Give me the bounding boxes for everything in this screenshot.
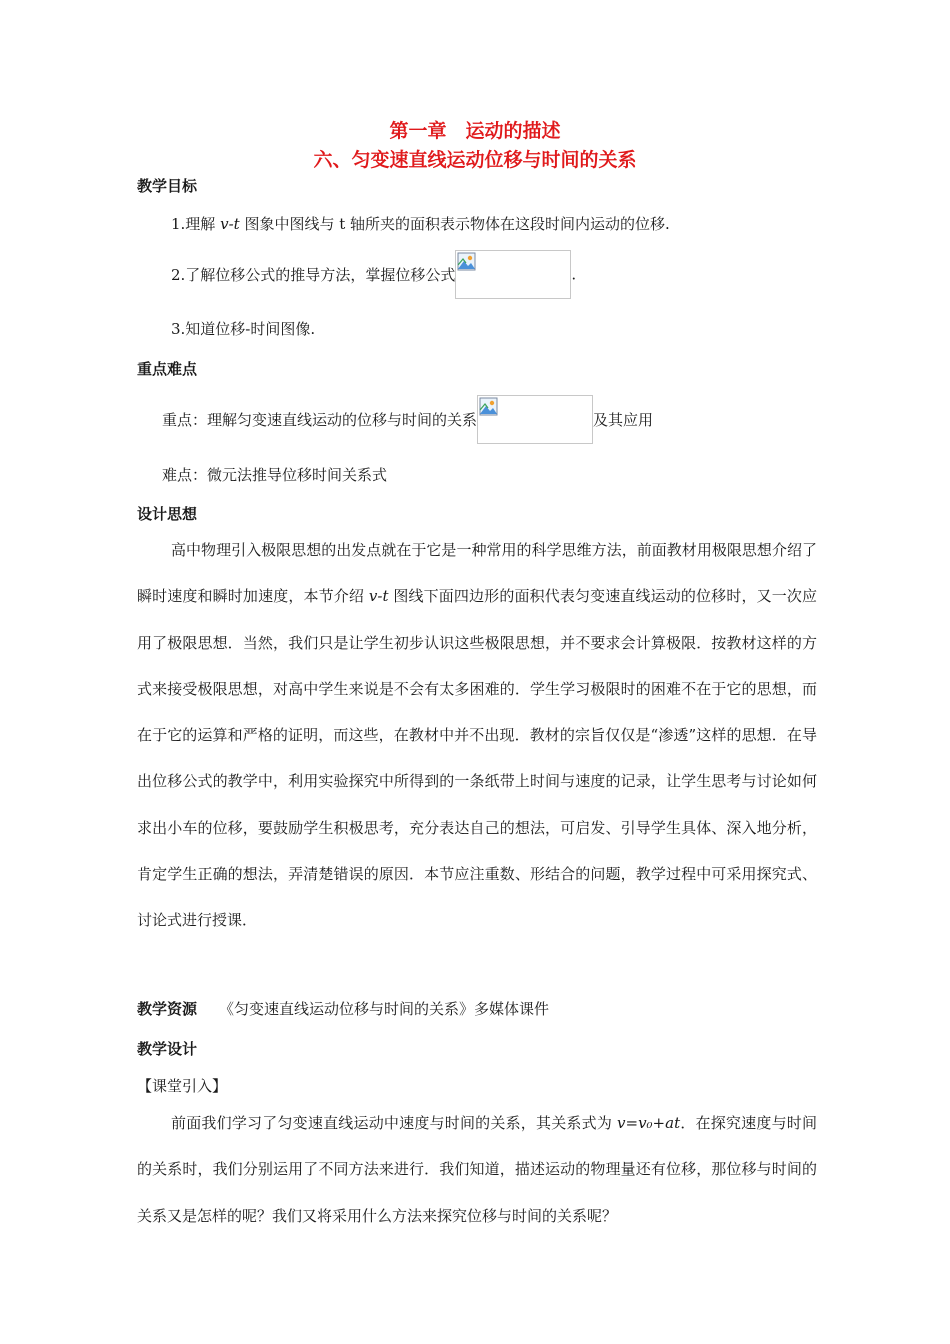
objective-1-vt: v-t <box>220 215 240 233</box>
resources-heading: 教学资源 <box>137 1000 198 1018</box>
design-paragraph <box>137 527 817 944</box>
keypoints-heading: 重点难点 <box>137 360 198 378</box>
resources-line <box>137 998 549 1019</box>
intro-text-b: ．在探究速度与时间的关系时，我们分别运用了不同方法来进行．我们知道，描述运动的物理量还有位移，那位移与时间的关系又是怎样的呢？我们又将采用什么方法来探究位移与时间的关系呢？ <box>137 1114 817 1225</box>
design-text-a: 高中物理引入极限思想的出发点就在于它是一种常用的科学思维方法，前面教材用极限思想介绍了瞬时速度和瞬时加速度，本节介绍 <box>137 541 817 606</box>
formula-image-placeholder-2 <box>477 395 593 444</box>
chapter-title: 第一章 运动的描述 <box>389 120 561 142</box>
teaching-design-heading: 教学设计 <box>137 1040 198 1058</box>
objective-3: 3.知道位移-时间图像. <box>171 320 316 338</box>
objectives-heading: 教学目标 <box>137 177 198 195</box>
objective-1-text-a: 1.理解 <box>171 215 221 233</box>
broken-image-icon <box>479 397 499 417</box>
intro-formula: v=v₀+at <box>617 1114 681 1132</box>
formula-image-placeholder <box>455 250 571 299</box>
focus-line <box>162 395 653 444</box>
objective-1-text-b: 图象中图线与 t 轴所夹的面积表示物体在这段时间内运动的位移. <box>239 215 670 233</box>
design-text-b: 图线下面四边形的面积代表匀变速直线运动的位移时，又一次应用了极限思想．当然，我们只是让学生初步认识这些极限思想，并不要求会计算极限．按教材这样的方式来接受极限思想，对高中学生来说是不会有太多困难的．学生学习极限时的困难不在于它的思想，而在于它的运算和严格的证明，而这些，在教材中并不出现．教材的宗旨仅仅是“渗透”这样的思想．在导出位移公式的教学中，利用实验探究中所得到的一条纸带上时间与速度的记录，让学生思考与讨论如何求出小车的位移，要鼓励学生积极思考，充分表达自己的想法，可启发、引导学生具体、深入地分析，肯定学生正确的想法，弄清楚错误的原因．本节应注重数、形结合的问题，教学过程中可采用探究式、讨论式进行授课． <box>137 587 817 930</box>
broken-image-icon <box>457 252 477 272</box>
intro-label: 【课堂引入】 <box>137 1077 228 1095</box>
resources-text: 《匀变速直线运动位移与时间的关系》多媒体课件 <box>219 1000 550 1018</box>
focus-text-end: 及其应用 <box>593 411 654 429</box>
intro-paragraph <box>137 1100 817 1239</box>
objective-1 <box>171 213 670 234</box>
objective-2 <box>171 250 576 299</box>
focus-text: 重点：理解匀变速直线运动的位移与时间的关系 <box>162 411 478 429</box>
intro-text-a: 前面我们学习了匀变速直线运动中速度与时间的关系，其关系式为 <box>171 1114 618 1132</box>
difficulty-line: 难点：微元法推导位移时间关系式 <box>162 466 388 484</box>
lesson-title: 六、匀变速直线运动位移与时间的关系 <box>313 149 637 171</box>
design-vt: v-t <box>368 587 389 606</box>
design-heading: 设计思想 <box>137 505 198 523</box>
objective-2-period: . <box>571 265 577 284</box>
objective-2-text: 2.了解位移公式的推导方法，掌握位移公式 <box>171 266 456 284</box>
